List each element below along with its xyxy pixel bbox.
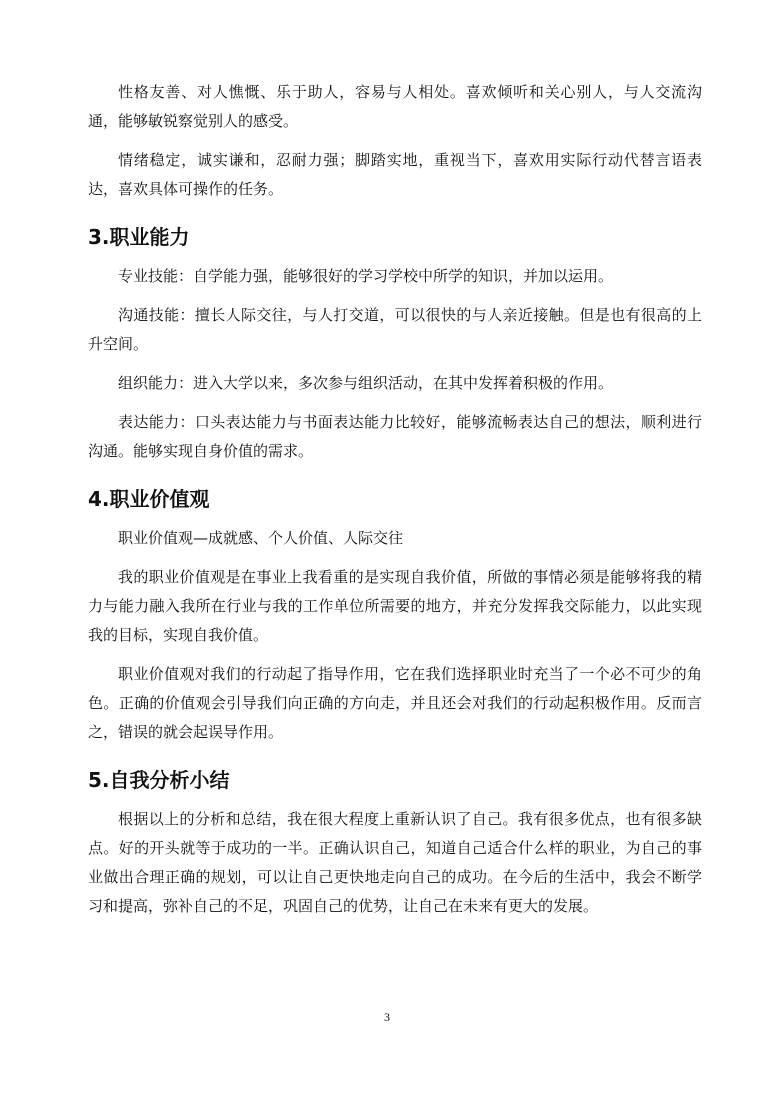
paragraph-communication-skill: 沟通技能：擅长人际交往，与人打交道，可以很快的与人亲近接触。但是也有很高的上升空间。 <box>88 306 702 353</box>
paragraph-self-analysis-summary: 根据以上的分析和总结，我在很大程度上重新认识了自己。我有很多优点，也有很多缺点。好的开头就等于成功的一半。正确认识自己，知道自己适合什么样的职业，为自己的事业做出合理正确的规划，可以让自己更快地走向自己的成功。在今后的生活中，我会不断学习和提高，弥补自己的不足，巩固自己的优势，让自己在未来有更大的发展。 <box>88 810 702 915</box>
section-heading-self-analysis: 5.自我分析小结 <box>88 768 230 792</box>
section-heading-career-values: 4.职业价值观 <box>88 487 210 511</box>
page-content <box>88 78 702 931</box>
paragraph-professional-skill: 专业技能：自学能力强，能够很好的学习学校中所学的知识，并加以运用。 <box>118 267 614 285</box>
paragraph-values-role: 职业价值观对我们的行动起了指导作用，它在我们选择职业时充当了一个必不可少的角色。正确的价值观会引导我们向正确的方向走，并且还会对我们的行动起积极作用。反而言之，错误的就会起误导作用。 <box>88 665 702 741</box>
section-heading-career-ability: 3.职业能力 <box>88 225 190 249</box>
paragraph-expression-ability: 表达能力：口头表达能力与书面表达能力比较好，能够流畅表达自己的想法，顺利进行沟通。能够实现自身价值的需求。 <box>88 413 702 460</box>
intro-paragraph-emotion: 情绪稳定，诚实谦和，忍耐力强；脚踏实地，重视当下，喜欢用实际行动代替言语表达，喜欢具体可操作的任务。 <box>88 151 702 198</box>
paragraph-values-summary: 职业价值观—成就感、个人价值、人际交往 <box>118 529 404 547</box>
paragraph-values-detail: 我的职业价值观是在事业上我看重的是实现自我价值，所做的事情必须是能够将我的精力与能力融入我所在行业与我的工作单位所需要的地方，并充分发挥我交际能力，以此实现我的目标，实现自我价值。 <box>88 568 702 644</box>
page-number: 3 <box>384 1010 390 1024</box>
intro-paragraph-personality: 性格友善、对人憔慨、乐于助人，容易与人相处。喜欢倾听和关心别人，与人交流沟通，能够敏锐察觉别人的感受。 <box>88 83 702 130</box>
paragraph-organization-ability: 组织能力：进入大学以来，多次参与组织活动，在其中发挥着积极的作用。 <box>118 374 614 392</box>
